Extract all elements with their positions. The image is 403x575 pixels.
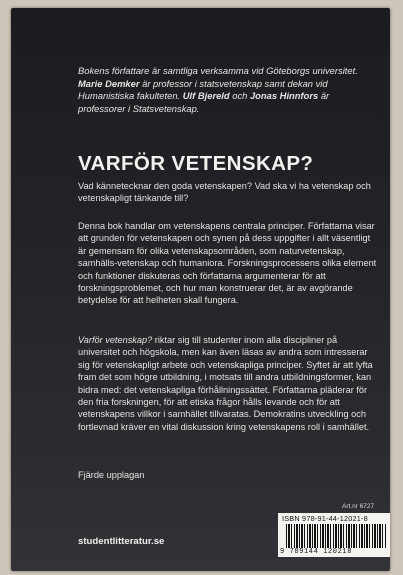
author-name: Marie Demker (78, 77, 140, 89)
barcode (278, 513, 390, 557)
publisher-url: studentlitteratur.se (78, 536, 165, 547)
blurb-paragraph-1: Vad kännetecknar den goda vetenskapen? Vad ska vi ha vetenskap och vetenskapligt tänkande till? (78, 181, 371, 204)
book-back-cover (11, 8, 390, 571)
blurb-paragraph-3-text: riktar sig till studenter inom alla discipliner på universitet och högskola, men kan även läsas av andra som intresserar sig för vetenskapligt arbete och vetenskapliga principer. Syftet är att lyfta fram det som högre utbildning, i motsats till andra utbildningsformer, kan bidra med: det vetenskapliga förhållningssättet. Författarna pläderar för den fria forskningen, för att etiska frågor hålls levande och för att vetenskapens villkor i samhället tillvaratas. Demokratins utveckling och fortlevnad kräver en vital diskussion kring vetenskapens roll i samhället. (78, 335, 373, 432)
author-name: Ulf Bjereld (182, 90, 230, 102)
author-bio-text: är professor i statsvetenskap samt dekan vid Humanistiska fakulteten. (78, 77, 328, 102)
author-bio-text: Bokens författare är samtliga verksamma vid Göteborgs universitet. (78, 65, 358, 76)
author-bio-text: är professorer i Statsvetenskap. (78, 90, 330, 114)
author-bio-text: och (229, 90, 250, 102)
barcode-bars (286, 524, 386, 548)
book-title-italic: Varför vetenskap? (78, 335, 153, 345)
blurb-paragraph-3 (78, 334, 378, 433)
book-title-heading: VARFÖR VETENSKAP? (78, 152, 314, 175)
author-bio (78, 65, 378, 115)
barcode-digits: 9 789144 120218 (280, 548, 353, 556)
edition-label: Fjärde upplagan (78, 470, 145, 480)
isbn-label: ISBN 978-91-44-12021-8 (282, 514, 368, 523)
article-number: Art.nr 6727 (342, 503, 375, 510)
author-name: Jonas Hinnfors (249, 90, 319, 102)
blurb-paragraph-2: Denna bok handlar om vetenskapens centrala principer. Författarna visar att grunden för vetenskapen och synen på dess uppgifter i allt väsentligt är gemensam för olika vetenskapsområden, som naturvetenskap, samhälls-vetenskap och humaniora. Forskningsprocessens olika element och funktioner diskuteras och författarna argumenterar för att forskningsproblemet, och hur man konstruerar det, är av avgörande betydelse för att helheten skall fungera. (78, 221, 377, 306)
